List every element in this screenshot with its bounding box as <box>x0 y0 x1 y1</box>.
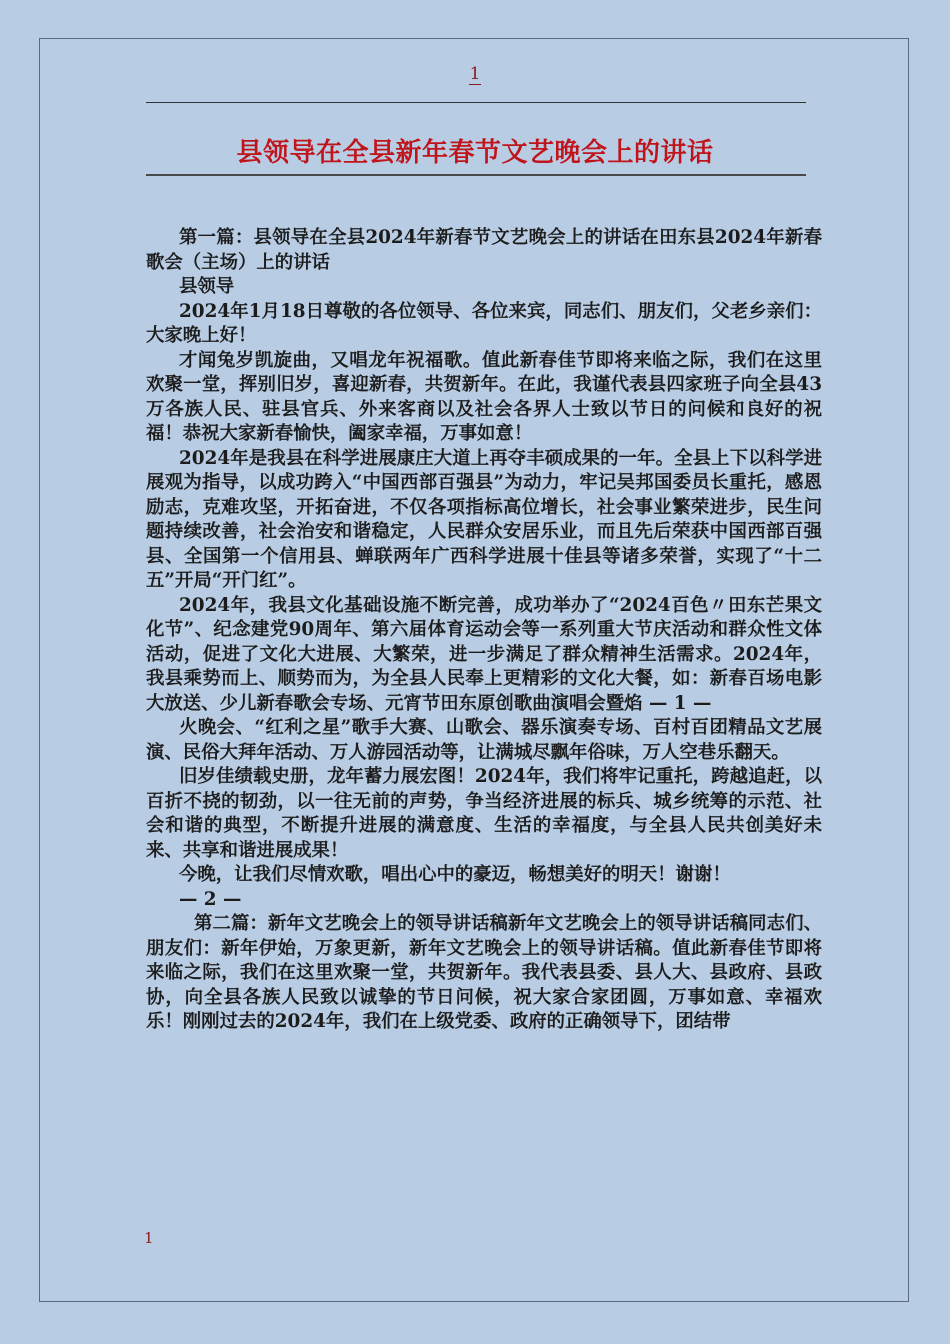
paragraph: 今晚，让我们尽情欢歌，唱出心中的豪迈，畅想美好的明天！谢谢！ <box>179 864 731 885</box>
paragraph: 才闻兔岁凯旋曲，又唱龙年祝福歌。值此新春佳节即将来临之际，我们在这里欢聚一堂，挥别旧岁，喜迎新春，共贺新年。在此，我谨代表县四家班子向全县43万各族人民、驻县官兵、外来客商以及社会各界人士致以节日的问候和良好的祝福！恭祝大家新春愉快，阖家幸福，万事如意！ <box>146 349 822 444</box>
paragraph-speaker: 县领导 <box>179 276 235 297</box>
paragraph-heading-1: 第一篇：县领导在全县2024年新春节文艺晚会上的讲话在田东县2024年新春歌会（主场）上的讲话 <box>146 227 822 273</box>
footer-page-number: 1 <box>144 1229 154 1247</box>
document-title: 县领导在全县新年春节文艺晚会上的讲话 <box>236 138 714 168</box>
paragraph: 2024年，我县文化基础设施不断完善，成功举办了“2024百色〃田东芒果文化节”、纪念建党90周年、第六届体育运动会等一系列重大节庆活动和群众性文体活动，促进了文化大进展、大繁荣，进一步满足了群众精神生活需求。2024年，我县乘势而上、顺势而为，为全县人民奉上更精彩的文化大餐，如：新春百场电影大放送、少儿新春歌会专场、元宵节田东原创歌曲演唱会暨焰 — 1 — <box>146 594 822 714</box>
title-rule <box>146 174 806 176</box>
paragraph: 2024年是我县在科学进展康庄大道上再夺丰硕成果的一年。全县上下以科学进展观为指导，以成功跨入“中国西部百强县”为动力，牢记吴邦国委员长重托，感恩励志，克难攻坚，开拓奋进，不仅各项指标高位增长，社会事业繁荣进步，民生问题持续改善，社会治安和谐稳定，人民群众安居乐业，而且先后荣获中国西部百强县、全国第一个信用县、蝉联两年广西科学进展十佳县等诸多荣誉，实现了“十二五”开局“开门红”。 <box>146 447 822 591</box>
document-body <box>146 226 822 1035</box>
paragraph: 火晚会、“红利之星”歌手大赛、山歌会、器乐演奏专场、百村百团精品文艺展演、民俗大拜年活动、万人游园活动等，让满城尽飘年俗味，万人空巷乐翻天。 <box>146 717 822 763</box>
paragraph: 旧岁佳绩载史册，龙年蓄力展宏图！2024年，我们将牢记重托，跨越追赶，以百折不挠的韧劲，以一往无前的声势，争当经济进展的标兵、城乡统筹的示范、社会和谐的典型，不断提升进展的满意度、生活的幸福度，与全县人民共创美好未来、共享和谐进展成果！ <box>146 766 822 861</box>
header-rule <box>146 102 806 103</box>
paragraph-greeting: 2024年1月18日尊敬的各位领导、各位来宾，同志们、朋友们，父老乡亲们： 大家晚上好！ <box>146 300 822 346</box>
header-page-number: 1 <box>469 64 481 84</box>
inline-page-marker: — 2 — <box>179 888 242 910</box>
paragraph-heading-2: 第二篇：新年文艺晚会上的领导讲话稿新年文艺晚会上的领导讲话稿同志们、朋友们：新年伊始，万象更新，新年文艺晚会上的领导讲话稿。值此新春佳节即将来临之际，我们在这里欢聚一堂，共贺新年。我代表县委、县人大、县政府、县政协，向全县各族人民致以诚挚的节日问候，祝大家合家团圆，万事如意、幸福欢乐！刚刚过去的2024年，我们在上级党委、政府的正确领导下，团结带 <box>146 913 822 1032</box>
